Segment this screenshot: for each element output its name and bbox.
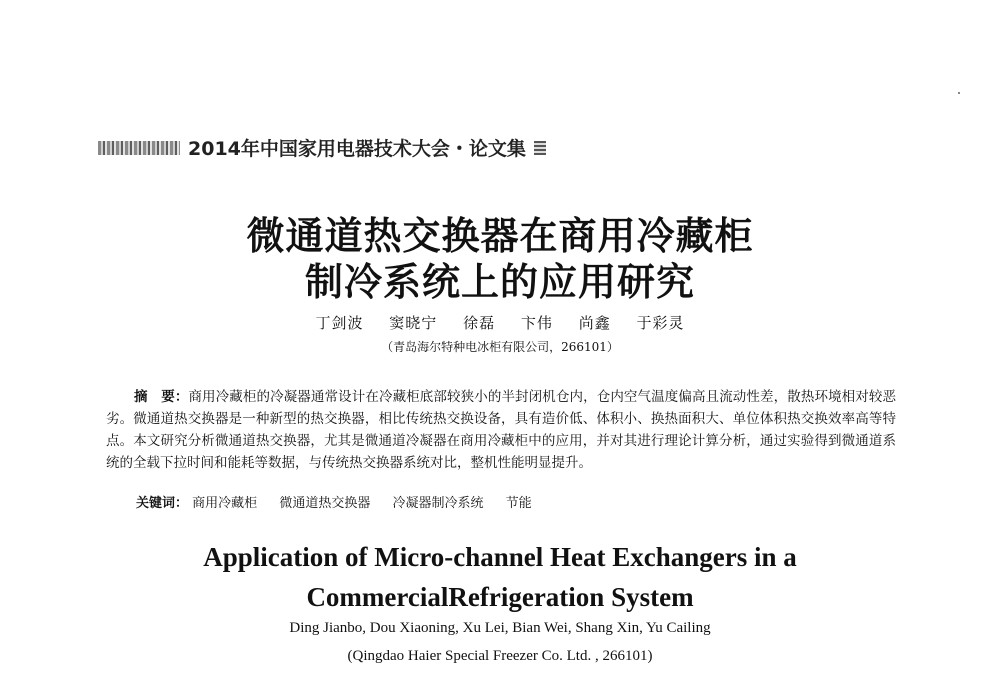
scan-speck — [958, 92, 960, 94]
affiliation-en: (Qingdao Haier Special Freezer Co. Ltd. , 266101) — [347, 648, 653, 664]
author-cn: 窦晓宁 — [389, 314, 438, 332]
author-cn: 徐磊 — [463, 314, 496, 332]
paper-title-en-line2: CommercialRefrigeration System — [306, 582, 694, 612]
keywords-cn — [136, 492, 550, 511]
author-cn: 卞伟 — [520, 314, 553, 332]
abstract-cn — [106, 386, 896, 474]
abstract-text: 商用冷藏柜的冷凝器通常设计在冷藏柜底部较狭小的半封闭机仓内，仓内空气温度偏高且流动性差，散热环境相对较恶劣。微通道热交换器是一种新型的热交换器，相比传统热交换设备，具有造价低、体积小、换热面积大、单位体积热交换效率高等特点。本文研究分析微通道热交换器，尤其是微通道冷凝器在商用冷藏柜中的应用，并对其进行理论计算分析，通过实验得到微通道系统的全载下拉时间和能耗等数据，与传统热交换器系统对比，整机性能明显提升。 — [106, 389, 896, 471]
affiliation-cn: （青岛海尔特种电冰柜有限公司，266101） — [381, 340, 619, 354]
keyword: 微通道热交换器 — [279, 496, 371, 511]
paper-title-en-line1: Application of Micro-channel Heat Exchangers in a — [203, 542, 797, 572]
authors-cn — [0, 312, 1000, 333]
author-cn: 丁剑波 — [315, 314, 364, 332]
paper-title-cn-line1: 微通道热交换器在商用冷藏柜 — [246, 213, 754, 258]
conference-header — [98, 134, 546, 161]
author-cn: 于彩灵 — [636, 314, 685, 332]
keywords-label: 关键词： — [136, 496, 189, 511]
conference-title: 2014年中国家用电器技术大会・论文集 — [188, 138, 526, 160]
abstract-label: 摘 要： — [134, 389, 189, 405]
author-cn: 尚鑫 — [578, 314, 611, 332]
header-decoration-left — [98, 141, 180, 155]
keyword: 节能 — [505, 496, 532, 511]
header-decoration-right — [534, 141, 546, 155]
keyword: 商用冷藏柜 — [192, 496, 258, 511]
keyword: 冷凝器制冷系统 — [392, 496, 484, 511]
paper-title-cn-line2: 制冷系统上的应用研究 — [304, 259, 695, 304]
authors-en: Ding Jianbo, Dou Xiaoning, Xu Lei, Bian Wei, Shang Xin, Yu Cailing — [289, 620, 711, 636]
